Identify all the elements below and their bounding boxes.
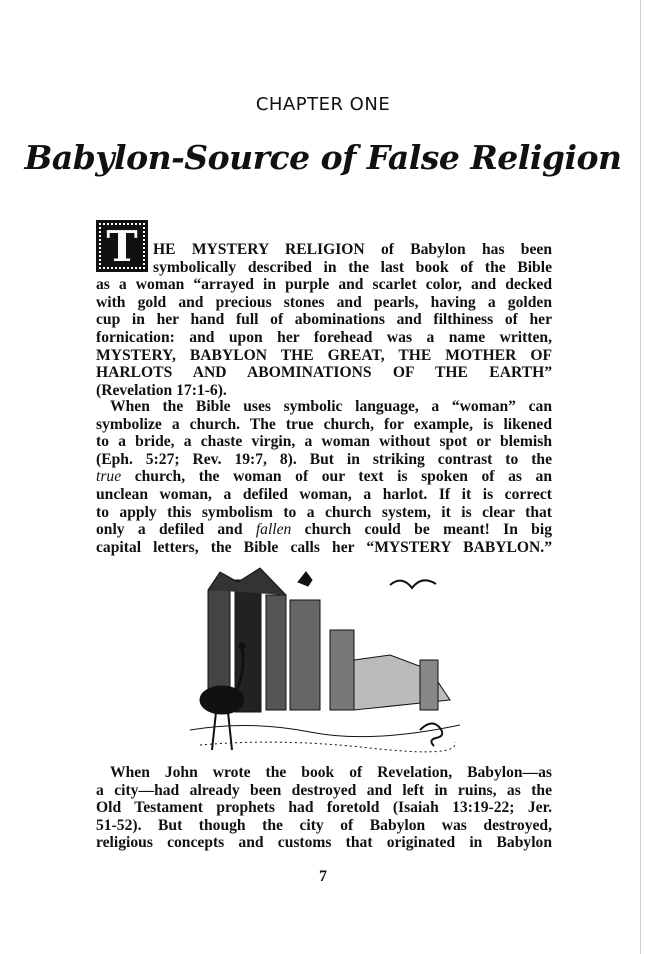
chapter-title: Babylon-Source of False Religion (24, 138, 622, 177)
paragraph-3 (96, 764, 552, 852)
paragraph-line: cup in her hand full of abominations and filthiness of her (96, 311, 552, 329)
paragraph-1 (96, 241, 552, 399)
paragraph-line (96, 521, 552, 539)
paragraph-line: as a woman “arrayed in purple and scarlet color, and decked (96, 276, 552, 294)
drop-cap-letter: T (106, 221, 138, 271)
page-number: 7 (319, 868, 327, 885)
paragraph-line: unclean woman, a defiled woman, a harlot. If it is correct (96, 485, 552, 503)
paragraph-line: HE MYSTERY RELIGION of Babylon has been (153, 241, 552, 258)
italic-word: true (96, 468, 122, 486)
italic-word: fallen (255, 521, 292, 539)
ruins-illustration (190, 560, 460, 760)
paragraph-line: to a bride, a chaste virgin, a woman without spot or blemish (96, 433, 552, 451)
paragraph-line: capital letters, the Bible calls her “MYSTERY BABYLON.” (96, 538, 552, 556)
paragraph-line: a city—had already been destroyed and left in ruins, as the (96, 781, 552, 799)
paragraph-line (96, 468, 552, 486)
paragraph-line: 51-52). But though the city of Babylon was destroyed, (96, 816, 552, 834)
paragraph-line: with gold and precious stones and pearls, having a golden (96, 293, 552, 311)
paragraph-line: to apply this symbolism to a church system, it is clear that (96, 503, 552, 521)
paragraph-2 (96, 398, 552, 556)
paragraph-line: When the Bible uses symbolic language, a “woman” can (110, 398, 552, 415)
paragraph-line: MYSTERY, BABYLON THE GREAT, THE MOTHER OF (96, 346, 552, 364)
chapter-label: CHAPTER ONE (255, 94, 391, 115)
paragraph-line: religious concepts and customs that originated in Babylon (96, 834, 552, 852)
paragraph-line: When John wrote the book of Revelation, Babylon—as (110, 764, 552, 781)
paragraph-line: (Revelation 17:1-6). (96, 381, 227, 399)
paragraph-line: HARLOTS AND ABOMINATIONS OF THE EARTH” (96, 364, 552, 382)
line-text: church could be meant! In big (291, 521, 552, 539)
paragraph-line: fornication: and upon her forehead was a name written, (96, 328, 552, 346)
paragraph-line: symbolically described in the last book of the Bible (153, 258, 552, 276)
paragraph-line: Old Testament prophets had foretold (Isaiah 13:19-22; Jer. (96, 799, 552, 817)
paragraph-line: symbolize a church. The true church, for example, is likened (96, 415, 552, 433)
line-text: church, the woman of our text is spoken of as an (121, 468, 552, 486)
line-text: only a defiled and (96, 521, 256, 539)
paragraph-line: (Eph. 5:27; Rev. 19:7, 8). But in striking contrast to the (96, 450, 552, 468)
